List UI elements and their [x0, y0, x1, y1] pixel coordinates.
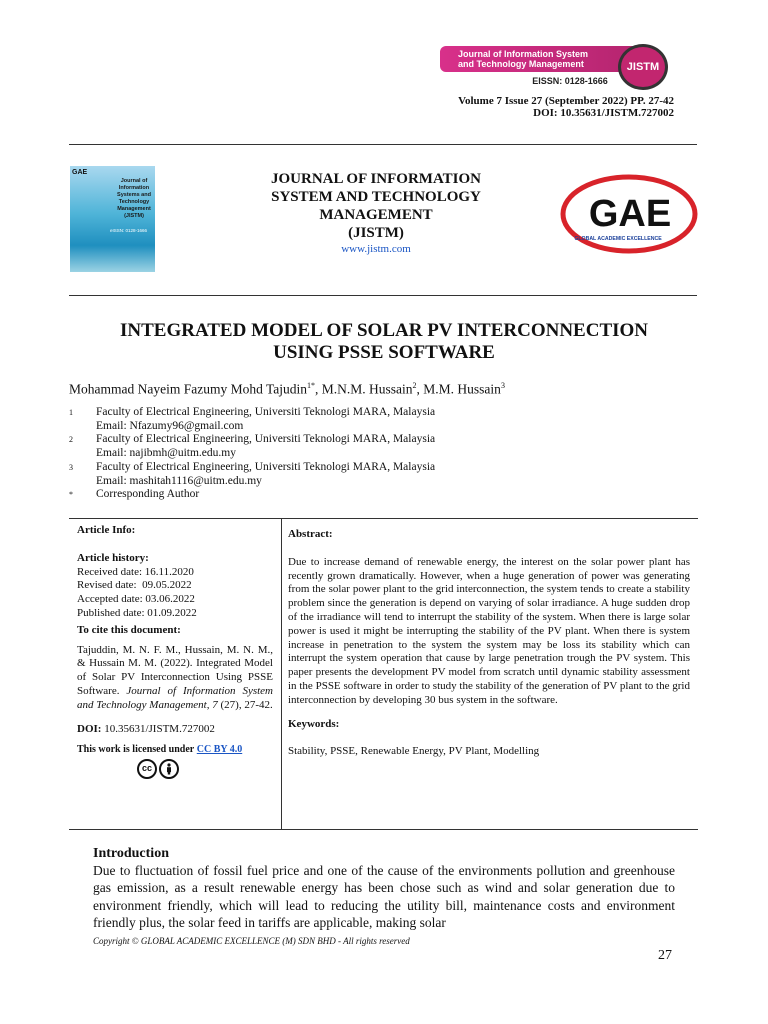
article-history-heading: Article history:	[77, 551, 149, 564]
doi-value: 10.35631/JISTM.727002	[104, 722, 215, 735]
header-divider	[69, 144, 697, 145]
badge-banner	[440, 46, 640, 72]
abstract-column	[288, 528, 690, 759]
doi-line: DOI: 10.35631/JISTM.727002	[533, 107, 674, 119]
journal-cover-image	[70, 166, 155, 272]
journal-url-link[interactable]: www.jistm.com	[341, 243, 411, 255]
author-name: M.N.M. Hussain	[321, 381, 413, 397]
paper-title	[80, 320, 688, 364]
volume-info	[458, 95, 674, 119]
introduction-text: Due to fluctuation of fossil fuel price and one of the cause of the environments pollution and greenhouse gas emission, as a result renewable energy has been chose such as wind and solar generation due to environment friendly, which will lead to reducing the utility bill, maintenance costs and environment friendly plus, the solar feed in tariffs are applicable, making solar	[93, 863, 675, 930]
corresponding-author	[69, 488, 689, 502]
abstract-text: Due to increase demand of renewable energy, the interest on the solar power plant has recently grown dramatically. However, when a huge generation of power was generating from the solar power plant to the grid interconnection, the system tends to create a stability problem since the generation is depend on varying of solar irradiance. A huge sudden drop of the irradiance will tend to interrupt the stability of the system. When there is large solar power is used it might be interrupting the stability of the PV plant. When there is system increase in penetration to the system the system may be loss its stability which can interrupt the system operation that cause by large penetration trough the PV system. This paper presents the development PV model from scratch until dynamic stability assessment in the PSSE software in order to study the stability of the generation of PV plant to the grid interconnection by developing 30 bus system in the software.	[288, 555, 690, 706]
page-number: 27	[658, 948, 672, 963]
citation-text: Tajuddin, M. N. F. M., Hussain, M. N. M., & Hussain M. M. (2022). Integrated Model of Solar PV Interconnection Using PSSE Software.	[77, 643, 273, 697]
affiliation-faculty: Faculty of Electrical Engineering, Universiti Teknologi MARA, Malaysia	[96, 460, 436, 473]
journal-title-line: JOURNAL OF INFORMATION	[271, 171, 481, 187]
author-list: Mohammad Nayeim Fazumy Mohd Tajudin$^{1*}$, M.N.M. Hussain$^2$, M.M. Hussain$^3$	[69, 381, 505, 397]
cover-issn: eISSN: 0128-1666	[110, 228, 148, 233]
affiliation-item	[69, 406, 689, 433]
citation	[77, 644, 273, 713]
badge-eissn: EISSN: 0128-1666	[532, 76, 608, 86]
journal-title-line: (JISTM)	[348, 225, 404, 241]
affiliations	[69, 406, 689, 502]
author-sup: 3	[500, 381, 505, 390]
cite-heading: To cite this document:	[77, 623, 181, 636]
received-date: Received date: 16.11.2020	[77, 565, 194, 578]
affiliation-faculty: Faculty of Electrical Engineering, Universiti Teknologi MARA, Malaysia	[96, 433, 436, 446]
affiliation-faculty: Faculty of Electrical Engineering, Universiti Teknologi MARA, Malaysia	[96, 406, 436, 418]
doi-label: DOI:	[77, 722, 102, 735]
article-info-column	[77, 524, 273, 779]
accepted-date: Accepted date: 03.06.2022	[77, 593, 195, 606]
by-icon	[159, 759, 179, 779]
citation-journal: Journal of Information System and Technology Management, 7	[77, 684, 273, 711]
published-date: Published date: 01.09.2022	[77, 606, 197, 619]
badge-line1: Journal of Information System	[458, 49, 589, 59]
paper-title-line: USING PSSE SOFTWARE	[273, 342, 495, 363]
corresponding-mark: *	[69, 490, 73, 500]
title-divider	[69, 295, 697, 296]
doi-row	[77, 723, 273, 737]
affiliation-email: Email: Nfazumy96@gmail.com	[96, 419, 244, 432]
copyright-footer: Copyright © GLOBAL ACADEMIC EXCELLENCE (M) SDN BHD - All rights reserved	[93, 936, 410, 946]
introduction-heading: Introduction	[93, 846, 169, 861]
corresponding-text: Corresponding Author	[96, 488, 200, 501]
gae-logo-graphic	[556, 174, 698, 254]
journal-title-line: MANAGEMENT	[319, 207, 433, 223]
author-sup: 1*	[307, 381, 316, 390]
keywords-list: Stability, PSSE, Renewable Energy, PV Plant, Modelling	[288, 745, 540, 758]
journal-badge	[440, 46, 672, 88]
author-name: M.M. Hussain	[423, 381, 501, 397]
author-sup: 2	[412, 381, 417, 390]
affiliation-item	[69, 433, 689, 460]
cc-icon: cc	[137, 759, 157, 779]
gae-logo	[556, 174, 698, 254]
license-text: This work is licensed under	[77, 744, 195, 756]
gae-wordmark: GAE	[588, 193, 672, 235]
affiliation-email: Email: najibmh@uitm.edu.my	[96, 447, 236, 460]
article-info-heading: Article Info:	[77, 524, 136, 536]
author-name: Mohammad Nayeim Fazumy Mohd Tajudin	[69, 381, 308, 397]
cover-logo: GAE	[72, 169, 88, 176]
volume-line: Volume 7 Issue 27 (September 2022) PP. 27-42	[458, 95, 674, 107]
affiliation-number: 3	[69, 462, 73, 472]
keywords-heading: Keywords:	[288, 717, 340, 730]
paper-title-line: INTEGRATED MODEL OF SOLAR PV INTERCONNECTION	[119, 320, 649, 341]
journal-title-line: SYSTEM AND TECHNOLOGY	[271, 189, 481, 205]
gae-tagline: GLOBAL ACADEMIC EXCELLENCE	[574, 236, 662, 242]
affiliation-number: 2	[69, 435, 73, 445]
revised-date: Revised date: 09.05.2022	[77, 579, 192, 592]
affiliation-item	[69, 461, 689, 488]
journal-title	[230, 170, 522, 242]
license-link[interactable]: CC BY 4.0	[196, 744, 243, 756]
column-divider	[281, 518, 282, 829]
jistm-circle-logo: JISTM	[618, 44, 668, 90]
cc-license-badge[interactable]	[137, 759, 273, 779]
abstract-heading: Abstract:	[288, 528, 333, 540]
affiliation-number: 1	[69, 408, 73, 417]
cover-title: Journal of Information Systems and Technology Management (JISTM)	[117, 178, 151, 219]
citation-tail: (27), 27-42.	[220, 698, 273, 711]
license-row	[77, 743, 273, 757]
badge-line2: and Technology Management	[458, 59, 584, 69]
affiliation-email: Email: mashitah1116@uitm.edu.my	[96, 474, 262, 487]
